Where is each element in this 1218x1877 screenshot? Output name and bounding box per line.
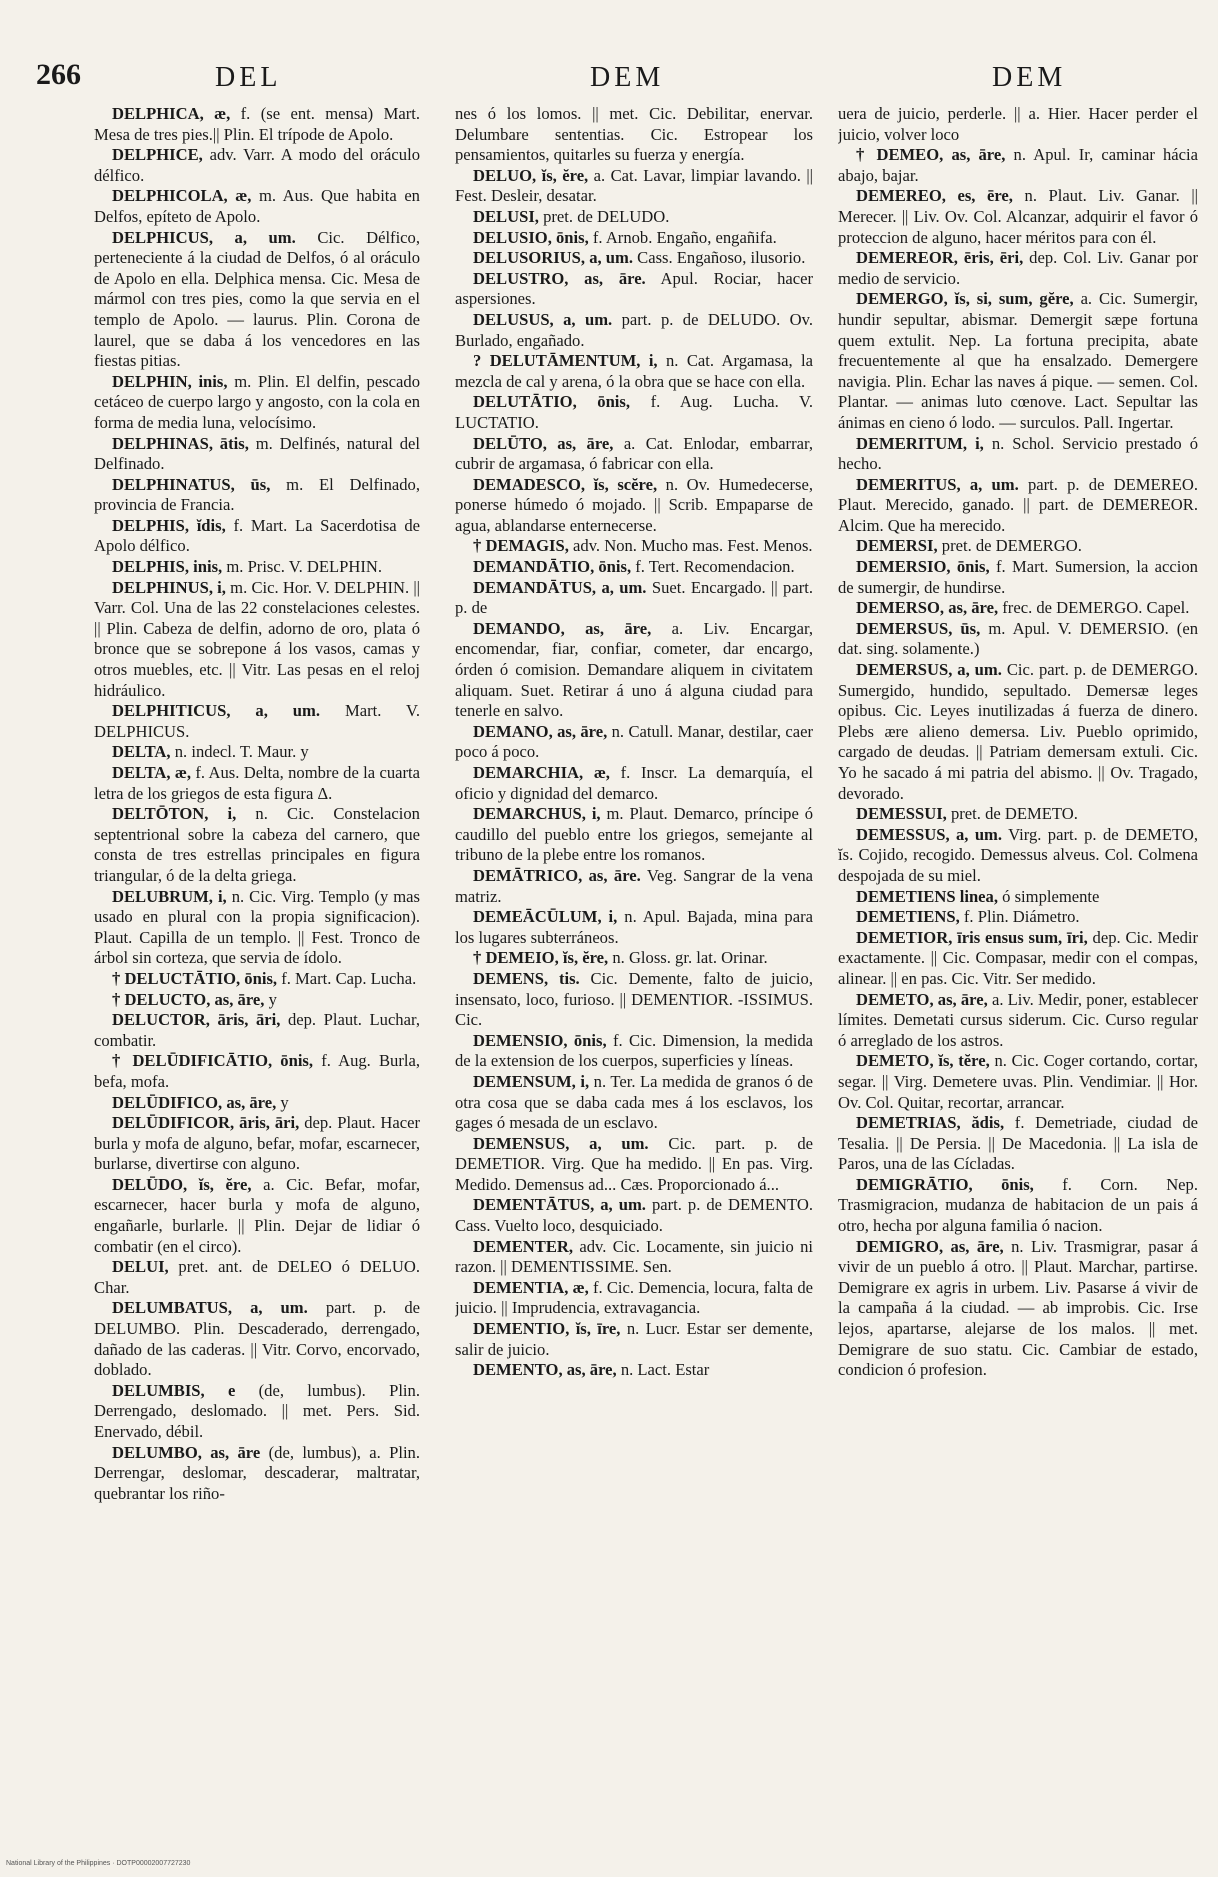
entry-definition: n. Plaut. Liv. Ganar. || Merecer. || Liv. Ov. Col. Alcanzar, adquirir el favor ó proteccion de alguno, hacer méritos para con él. (838, 186, 1198, 247)
entry-headword: DELTA, æ, (112, 763, 192, 782)
entry-definition: pret. de DEMETO. (950, 804, 1078, 824)
entry-headword: DEMIGRĀTIO, ōnis, (856, 1174, 1034, 1194)
entry-definition: part. p. de DELUMBO. Plin. Descaderado, derrengado, dañado de las caderas. || Vitr. Corvo, encorvado, doblado. (94, 1298, 420, 1380)
entry-headword: DEMETIOR, īris ensus sum, īri, (856, 927, 1088, 947)
entry-headword: DELŪDIFICOR, āris, āri, (112, 1113, 300, 1133)
entry-headword: DEMEĀCŪLUM, i, (473, 907, 618, 927)
entry-headword: DELPHITICUS, a, um. (112, 701, 321, 721)
dictionary-entry (838, 907, 1198, 928)
entry-definition: part. p. de DEMEREO. Plaut. Merecido, ganado. || part. de DEMEREOR. Alcim. Que ha merecido. (838, 474, 1198, 535)
dictionary-entry (94, 228, 420, 372)
entry-definition: m. Plin. El delfin, pescado cetáceo de cuerpo largo y angosto, con la cola en forma de media luna, velocísimo. (94, 371, 420, 432)
entry-headword: DELPHIN, inis, (112, 371, 228, 391)
dictionary-entry (455, 1360, 813, 1381)
dictionary-entry (838, 1237, 1198, 1381)
entry-definition: Cic. part. p. de DEMERGO. Sumergido, hundido, sepultado. Demersæ leges opibus. Cic. Leyes inutilizadas á fuerza de dinero. Plebs ære alieno demersa. Liv. Pueblo oprimido, cargado de deudas. || Patriam demersam extuli. Cic. Yo he sacado á mi patria del abismo. || Ov. Tragado, devorado. (838, 660, 1198, 803)
entry-headword: DELŪDIFICO, as, āre, (112, 1092, 277, 1112)
entry-definition: n. Apul. Ir, caminar hácia abajo, bajar. (838, 145, 1198, 185)
entry-headword: ? DELUTĀMENTUM, i, (473, 351, 658, 371)
page-number: 266 (36, 58, 81, 91)
page-header (0, 58, 1218, 98)
entry-headword: DEMERGO, ĭs, si, sum, gĕre, (856, 289, 1074, 309)
entry-definition: f. Cic. Demencia, locura, falta de juicio. || Imprudencia, extravagancia. (455, 1277, 813, 1318)
dictionary-entry (838, 990, 1198, 1052)
entry-headword: DELPHICE, (112, 145, 203, 165)
dictionary-entry (94, 1051, 420, 1092)
entry-headword: DELŪTO, as, āre, (473, 433, 614, 453)
dictionary-entry (455, 866, 813, 907)
entry-headword: DELTŌTON, i, (112, 804, 237, 824)
guide-word-left: DEL (215, 62, 282, 93)
dictionary-entry (838, 660, 1198, 804)
entry-definition: n. Liv. Trasmigrar, pasar á vivir de un pueblo á otro. || Plaut. Marchar, partirse. Demigrare ex agris in urbem. Liv. Pasarse á vivir de la campaña á la ciudad. — ab improbis. Cic. Irse lejos, apartarse, alejarse de los malos. || met. Demigrare de suo statu. Cic. Cambiar de estado, condicion ó profesion. (838, 1236, 1198, 1380)
entry-definition: f. Demetriade, ciudad de Tesalia. || De Persia. || De Macedonia. || La isla de Paros, una de las Cícladas. (838, 1113, 1198, 1174)
dictionary-entry (94, 1113, 420, 1175)
entry-definition: pret. de DEMERGO. (941, 536, 1082, 556)
entry-headword: DELPHICOLA, æ, (112, 186, 252, 206)
entry-definition: f. (se ent. mensa) Mart. Mesa de tres pies.|| Plin. El trípode de Apolo. (94, 104, 420, 144)
entry-headword: DELŪDO, ĭs, ĕre, (112, 1174, 252, 1194)
dictionary-entry (838, 804, 1198, 825)
dictionary-entry (838, 289, 1198, 433)
entry-headword: DELUBRUM, i, (112, 886, 227, 906)
entry-definition: m. Apul. V. DEMERSIO. (en dat. sing. solamente.) (838, 618, 1198, 659)
entry-definition: adv. Non. Mucho mas. Fest. Menos. (573, 536, 813, 556)
dictionary-entry (94, 1093, 420, 1114)
entry-definition: Cic. part. p. de DEMETIOR. Virg. Que ha medido. || En pas. Virg. Medido. Demensus ad... Cæs. Proporcionado á... (455, 1133, 813, 1194)
entry-definition: n. Catull. Manar, destilar, caer poco á poco. (455, 721, 813, 762)
entry-definition: f. Mart. Cap. Lucha. (281, 968, 417, 988)
entry-definition: frec. de DEMERGO. Capel. (1002, 598, 1190, 618)
entry-headword: DEMENTIO, ĭs, īre, (473, 1319, 621, 1339)
dictionary-entry (455, 722, 813, 763)
entry-headword: DEMARCHUS, i, (473, 804, 601, 824)
entry-definition: Suet. Encargado. || part. p. de (455, 577, 813, 618)
entry-headword: DEMETIENS linea, (856, 886, 998, 906)
entry-definition: (de, lumbus), a. Plin. Derrengar, deslomar, descaderar, maltratar, quebrantar los riño- (94, 1442, 420, 1503)
entry-headword: DEMĀTRICO, as, āre. (473, 865, 641, 885)
entry-headword: DEMERSUS, ūs, (856, 618, 981, 638)
dictionary-entry (455, 310, 813, 351)
dictionary-entry (838, 887, 1198, 908)
dictionary-entry (94, 990, 420, 1011)
entry-headword: DEMESSUS, a, um. (856, 824, 1003, 844)
dictionary-entry (838, 557, 1198, 598)
dictionary-entry (94, 578, 420, 702)
dictionary-entry (455, 104, 813, 166)
entry-headword: DELPHINUS, i, (112, 577, 226, 597)
entry-headword: DELUI, (112, 1257, 169, 1277)
entry-definition: f. Plin. Diámetro. (963, 907, 1080, 927)
entry-headword: DEMEREO, es, ēre, (856, 186, 1013, 206)
entry-definition: f. Corn. Nep. Trasmigracion, mudanza de habitacion de un pais á otro, hecha por alguna familia ó nacion. (838, 1174, 1198, 1236)
dictionary-entry (94, 701, 420, 742)
entry-headword: DEMENSUS, a, um. (473, 1133, 649, 1153)
dictionary-entry (455, 619, 813, 722)
entry-headword: DEMERITUM, i, (856, 433, 984, 453)
dictionary-entry (94, 763, 420, 804)
dictionary-entry (455, 948, 813, 969)
entry-definition: dep. Col. Liv. Ganar por medio de servicio. (838, 248, 1198, 288)
entry-definition: Cic. Demente, falto de juicio, insensato, loco, furioso. || DEMENTIOR. -ISSIMUS. Cic. (455, 968, 813, 1030)
entry-headword: DEMERSIO, ōnis, (856, 557, 990, 577)
entry-headword: DEMERSUS, a, um. (856, 660, 1002, 680)
entry-definition: ó simplemente (1002, 886, 1100, 906)
entry-definition: m. El Delfinado, provincia de Francia. (94, 474, 420, 515)
entry-definition: y (268, 989, 277, 1009)
dictionary-entry (94, 1381, 420, 1443)
guide-word-right: DEM (992, 62, 1067, 93)
entry-definition: pret. ant. de DELEO ó DELUO. Char. (94, 1257, 420, 1297)
entry-definition: f. Aug. Burla, befa, mofa. (94, 1051, 420, 1091)
entry-definition: n. Cic. Virg. Templo (y mas usado en plural con la propia significacion). Plaut. Capilla de un templo. || Fest. Tronco de árbol sin corteza, que servia de ídolo. (94, 886, 420, 968)
entry-definition: part. p. de DEMENTO. Cass. Vuelto loco, desquiciado. (455, 1195, 813, 1236)
entry-headword: DELTA, (112, 742, 171, 762)
dictionary-entry (838, 619, 1198, 660)
entry-definition: m. Cic. Hor. V. DELPHIN. || Varr. Col. Una de las 22 constelaciones celestes. || Plin. Cabeza de delfin, adorno de oro, plata ó bronce que se sobrepone á los vasos, camas y otros muebles, etc. || Vitr. Las pesas en el reloj hidráulico. (94, 577, 420, 700)
entry-headword: DELUSIO, ōnis, (473, 227, 589, 247)
column-center (455, 104, 813, 1804)
entry-headword: DEMENTĀTUS, a, um. (473, 1195, 646, 1215)
entry-headword: DEMENS, tis. (473, 968, 580, 988)
dictionary-entry (455, 434, 813, 475)
entry-headword: DELUSI, (473, 206, 539, 226)
guide-word-center: DEM (590, 62, 665, 93)
entry-headword: DELUSTRO, as, āre. (473, 268, 646, 288)
entry-headword: DELUMBIS, e (112, 1380, 236, 1400)
entry-definition: f. Mart. Sumersion, la accion de sumergir, de hundirse. (838, 557, 1198, 597)
dictionary-entry (94, 969, 420, 990)
dictionary-entry (455, 557, 813, 578)
dictionary-entry (455, 228, 813, 249)
entry-definition: adv. Varr. A modo del oráculo délfico. (94, 145, 420, 185)
entry-headword: DELUMBO, as, āre (112, 1442, 261, 1462)
dictionary-entry (455, 248, 813, 269)
entry-headword: DEMENSIO, ōnis, (473, 1030, 607, 1050)
dictionary-entry (455, 392, 813, 433)
dictionary-entry (94, 434, 420, 475)
entry-headword: DEMANO, as, āre, (473, 721, 608, 741)
dictionary-entry (455, 969, 813, 1031)
column-left (94, 104, 420, 1804)
dictionary-entry (455, 475, 813, 537)
entry-definition: (de, lumbus). Plin. Derrengado, deslomado. || met. Pers. Sid. Enervado, débil. (94, 1380, 420, 1441)
entry-definition: n. Cic. Constelacion septentrional sobre la cabeza del carnero, que consta de tres estrellas principales en figura triangular, ó de la delta griega. (94, 804, 420, 885)
dictionary-entry (455, 536, 813, 557)
entry-definition: f. Aus. Delta, nombre de la cuarta letra de los griegos de esta figura Δ. (94, 763, 420, 803)
entry-definition: f. Arnob. Engaño, engañifa. (592, 227, 777, 247)
entry-headword: DELPHIS, inis, (112, 557, 223, 577)
dictionary-entry (455, 1134, 813, 1196)
entry-definition: a. Cic. Sumergir, hundir sepultar, abismar. Demergit sæpe fortuna quem extulit. Nep. La fortuna precipita, abate frecuentemente al que ha ensalzado. Demergere navigia. Plin. Echar las naves á pique. — semen. Col. Plantar. — animas luto cœnove. Lact. Sepultar las ánimas en cieno ó lodo. — surculos. Pall. Ingertar. (838, 289, 1198, 432)
entry-headword: DEMENTIA, æ, (473, 1277, 589, 1297)
entry-headword: † DEMAGIS, (473, 536, 569, 556)
dictionary-entry (838, 1051, 1198, 1113)
entry-definition: dep. Cic. Medir exactamente. || Cic. Compasar, medir con el compas, alinear. || en pas. Cic. Vitr. Ser medido. (838, 927, 1198, 988)
entry-headword: DELPHINATUS, ūs, (112, 474, 271, 494)
entry-definition: m. Plaut. Demarco, príncipe ó caudillo del pueblo entre los griegos, semejante al tribuno de la plebe entre los romanos. (455, 804, 813, 865)
entry-headword: DEMETRIAS, ădis, (856, 1113, 1005, 1133)
entry-headword: DEMERSO, as, āre, (856, 598, 999, 618)
entry-definition: n. Schol. Servicio prestado ó hecho. (838, 433, 1198, 474)
entry-headword: † DELUCTĀTIO, ōnis, (112, 968, 278, 988)
dictionary-entry (838, 598, 1198, 619)
dictionary-entry (94, 1257, 420, 1298)
dictionary-entry (455, 351, 813, 392)
dictionary-entry (94, 1175, 420, 1257)
entry-definition: y (280, 1092, 289, 1112)
entry-definition: n. indecl. T. Maur. y (174, 742, 309, 762)
entry-definition: n. Ter. La medida de granos ó de otra cosa que se daba cada mes á los esclavos, los gages ó mesada de un esclavo. (455, 1071, 813, 1133)
entry-headword: DEMESSUI, (856, 804, 947, 824)
entry-definition: dep. Plaut. Luchar, combatir. (94, 1010, 420, 1050)
entry-definition: Cic. Délfico, perteneciente á la ciudad de Delfos, ó al oráculo de Apolo en ella. Delphica mensa. Cic. Mesa de mármol con tres pies, como la que servia en el templo de Apolo. — laurus. Plin. Corona de laurel, que se daba á los vencedores en las fiestas pitias. (94, 227, 420, 371)
entry-definition: n. Lact. Estar (620, 1360, 710, 1380)
entry-definition: pret. de DELUDO. (543, 206, 670, 226)
entry-headword: DEMARCHIA, æ, (473, 763, 610, 782)
entry-definition: n. Apul. Bajada, mina para los lugares subterráneos. (455, 907, 813, 947)
entry-definition: nes ó los lomos. || met. Cic. Debilitar, enervar. Delumbare sententias. Cic. Estropear los pensamientos, quitarles su fuerza y energía. (455, 104, 813, 165)
dictionary-entry (94, 186, 420, 227)
dictionary-entry (838, 825, 1198, 887)
entry-headword: DEMENSUM, i, (473, 1071, 590, 1091)
dictionary-entry (94, 557, 420, 578)
entry-definition: Mart. V. DELPHICUS. (94, 701, 420, 741)
entry-headword: DELUTĀTIO, ōnis, (473, 392, 631, 412)
dictionary-entry (455, 166, 813, 207)
entry-definition: m. Delfinés, natural del Delfinado. (94, 433, 420, 474)
entry-headword: DELPHICUS, a, um. (112, 227, 296, 247)
entry-headword: DEMIGRO, as, āre, (856, 1236, 1004, 1256)
dictionary-entry (455, 1278, 813, 1319)
dictionary-entry (94, 1010, 420, 1051)
entry-definition: Cass. Engañoso, ilusorio. (637, 248, 806, 268)
dictionary-entry (94, 1443, 420, 1505)
entry-definition: n. Lucr. Estar ser demente, salir de juicio. (455, 1319, 813, 1359)
entry-definition: adv. Cic. Locamente, sin juicio ni razon. || DEMENTISSIME. Sen. (455, 1236, 813, 1277)
entry-headword: † DELŪDIFICĀTIO, ōnis, (112, 1051, 314, 1071)
entry-headword: DEMETIENS, (856, 907, 960, 927)
dictionary-entry (94, 804, 420, 886)
entry-headword: DEMANDO, as, āre, (473, 618, 652, 638)
dictionary-entry (94, 887, 420, 969)
dictionary-entry (455, 804, 813, 866)
library-footer: National Library of the Philippines · DOTP00002007727230 (6, 1860, 191, 1867)
dictionary-entry (838, 434, 1198, 475)
dictionary-entry (455, 1237, 813, 1278)
entry-headword: DEMETO, ĭs, tĕre, (856, 1051, 990, 1071)
dictionary-entry (94, 104, 420, 145)
dictionary-entry (838, 186, 1198, 248)
entry-headword: DEMEREOR, ēris, ēri, (856, 248, 1024, 268)
entry-headword: DEMERITUS, a, um. (856, 474, 1019, 494)
entry-headword: † DEMEO, as, āre, (856, 145, 1006, 165)
dictionary-entry (455, 763, 813, 804)
dictionary-entry (455, 207, 813, 228)
entry-headword: DELUSORIUS, a, um. (473, 248, 633, 268)
dictionary-entry (838, 145, 1198, 186)
entry-headword: DEMENTO, as, āre, (473, 1360, 617, 1380)
dictionary-entry (838, 104, 1198, 145)
dictionary-entry (838, 248, 1198, 289)
entry-definition: m. Prisc. V. DELPHIN. (226, 557, 383, 577)
dictionary-entry (94, 145, 420, 186)
entry-headword: † DELUCTO, as, āre, (112, 989, 265, 1009)
entry-headword: DEMADESCO, ĭs, scĕre, (473, 474, 658, 494)
entry-definition: part. p. de DELUDO. Ov. Burlado, engañado. (455, 309, 813, 350)
entry-definition: n. Cic. Coger cortando, cortar, segar. || Virg. Demetere uvas. Plin. Vendimiar. || Hor. Ov. Col. Quitar, recortar, arrancar. (838, 1051, 1198, 1112)
entry-definition: f. Aug. Lucha. V. LUCTATIO. (455, 392, 813, 432)
entry-definition: m. Aus. Que habita en Delfos, epíteto de Apolo. (94, 186, 420, 226)
entry-definition: Apul. Rociar, hacer aspersiones. (455, 268, 813, 309)
entry-headword: DELUSUS, a, um. (473, 309, 613, 329)
entry-definition: uera de juicio, perderle. || a. Hier. Hacer perder el juicio, volver loco (838, 104, 1198, 144)
dictionary-entry (838, 536, 1198, 557)
dictionary-entry (94, 742, 420, 763)
entry-definition: a. Cat. Enlodar, embarrar, cubrir de argamasa, ó fabricar con ella. (455, 433, 813, 474)
entry-headword: † DEMEIO, ĭs, ĕre, (473, 948, 609, 968)
dictionary-entry (838, 475, 1198, 537)
dictionary-entry (94, 475, 420, 516)
dictionary-entry (455, 907, 813, 948)
entry-headword: DEMENTER, (473, 1236, 574, 1256)
entry-definition: dep. Plaut. Hacer burla y mofa de alguno, befar, mofar, escarnecer, burlarse, divertirse con alguno. (94, 1113, 420, 1174)
entry-definition: a. Cic. Befar, mofar, escarnecer, hacer burla y mofa de alguno, engañarle, burlarle. || Plin. Dejar de lidiar ó combatir (en el circo). (94, 1174, 420, 1256)
entry-definition: a. Cat. Lavar, limpiar lavando. || Fest. Desleir, desatar. (455, 165, 813, 206)
entry-definition: n. Ov. Humedecerse, ponerse húmedo ó mojado. || Scrib. Empaparse de agua, ablandarse enternecerse. (455, 474, 813, 535)
entry-headword: DELUCTOR, āris, āri, (112, 1010, 281, 1030)
entry-definition: Veg. Sangrar de la vena matriz. (455, 865, 813, 906)
entry-definition: f. Inscr. La demarquía, el oficio y dignidad del demarco. (455, 763, 813, 803)
dictionary-entry (455, 1031, 813, 1072)
dictionary-entry (94, 516, 420, 557)
dictionary-entry (455, 578, 813, 619)
entry-headword: DEMANDĀTUS, a, um. (473, 577, 647, 597)
dictionary-entry (838, 1113, 1198, 1175)
entry-definition: n. Cat. Argamasa, la mezcla de cal y arena, ó la obra que se hace con ella. (455, 351, 813, 391)
dictionary-entry (838, 928, 1198, 990)
entry-definition: Virg. part. p. de DEMETO, ĭs. Cojido, recogido. Demessus alveus. Col. Colmena despojada de su miel. (838, 824, 1198, 885)
entry-headword: DEMETO, as, āre, (856, 989, 988, 1009)
dictionary-entry (455, 1319, 813, 1360)
entry-headword: DEMANDĀTIO, ōnis, (473, 557, 632, 577)
entry-headword: DELPHIS, ĭdis, (112, 515, 226, 535)
entry-headword: DEMERSI, (856, 536, 938, 556)
entry-definition: a. Liv. Medir, poner, establecer límites. Demetati cursus siderum. Cic. Curso regular ó arreglado de los astros. (838, 989, 1198, 1050)
dictionary-entry (455, 1195, 813, 1236)
entry-headword: DELPHICA, æ, (112, 104, 231, 123)
entry-headword: DELPHINAS, ātis, (112, 433, 249, 453)
dictionary-entry (455, 269, 813, 310)
dictionary-entry (838, 1175, 1198, 1237)
entry-definition: f. Mart. La Sacerdotisa de Apolo délfico. (94, 515, 420, 556)
entry-definition: n. Gloss. gr. lat. Orinar. (612, 948, 768, 968)
dictionary-entry (94, 372, 420, 434)
entry-headword: DELUMBATUS, a, um. (112, 1298, 308, 1318)
dictionary-entry (94, 1298, 420, 1380)
entry-definition: f. Tert. Recomendacion. (635, 557, 795, 577)
entry-headword: DELUO, ĭs, ĕre, (473, 165, 589, 185)
column-right (838, 104, 1198, 1804)
dictionary-entry (455, 1072, 813, 1134)
entry-definition: a. Liv. Encargar, encomendar, fiar, confiar, cometer, dar encargo, órden ó comision. Demandare aliquem in civitatem aliquam. Suet. Retirar á uno á alguna ciudad para tenerle en salvo. (455, 618, 813, 721)
entry-definition: f. Cic. Dimension, la medida de la extension de los cuerpos, superficies y líneas. (455, 1030, 813, 1071)
